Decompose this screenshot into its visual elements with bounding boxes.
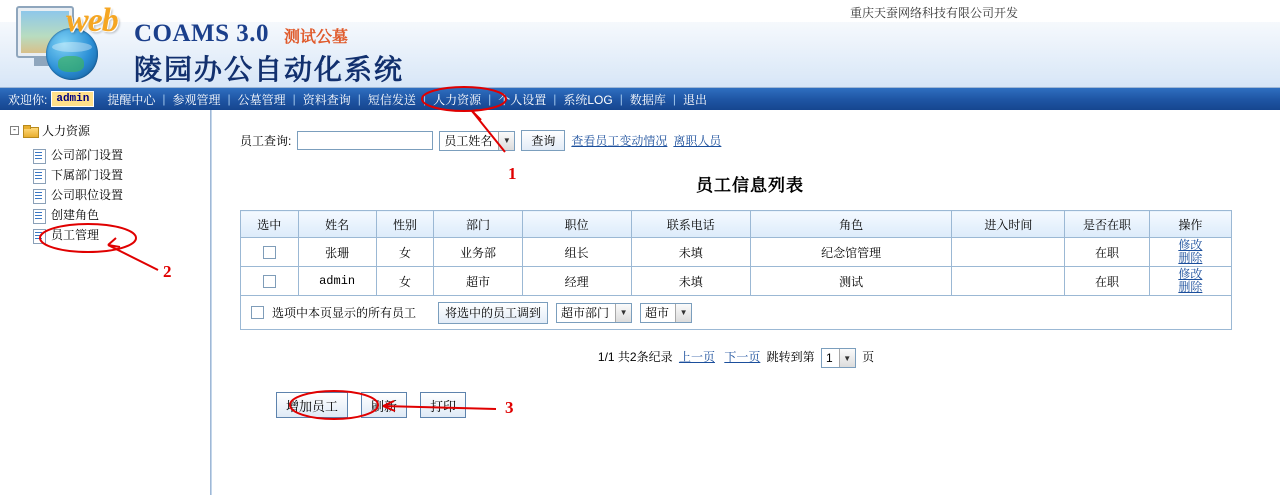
page-icon [32, 189, 46, 202]
cell-name: 张珊 [298, 238, 376, 267]
col-gender: 性别 [376, 211, 434, 238]
sidebar-item-label: 公司部门设置 [51, 148, 124, 162]
company-note: 重庆天蚕网络科技有限公司开发 [849, 6, 1018, 20]
chevron-down-icon: ▼ [675, 304, 691, 322]
annotation-number-3: 3 [505, 398, 514, 417]
row-edit-link[interactable]: 修改 [1178, 238, 1203, 252]
row-delete-link[interactable]: 删除 [1178, 251, 1203, 265]
nav-item-8[interactable]: 数据库 [629, 92, 666, 107]
welcome-label: 欢迎你: [8, 92, 48, 107]
select-all-label: 选项中本页显示的所有员工 [272, 306, 417, 320]
nav-item-hr[interactable]: 人力资源 [433, 92, 482, 107]
chevron-down-icon: ▼ [615, 304, 631, 322]
select-all-checkbox[interactable] [251, 306, 264, 319]
page-icon [32, 209, 46, 222]
pager-prev-link[interactable]: 上一页 [678, 350, 715, 365]
nav-item-logout[interactable]: 退出 [682, 92, 707, 107]
search-bar [240, 130, 1260, 151]
cell-select[interactable] [241, 267, 299, 296]
sidebar-item-dept-setup[interactable] [32, 145, 210, 165]
subdept-select[interactable] [640, 303, 692, 323]
cell-join-time [952, 238, 1065, 267]
search-label: 员工查询: [240, 134, 292, 148]
pagination-bar [240, 348, 1232, 368]
link-resigned-employees[interactable]: 离职人员 [673, 134, 722, 148]
search-input[interactable] [297, 131, 433, 150]
logo-wordmark: web [66, 2, 118, 39]
col-department: 部门 [434, 211, 522, 238]
table-row [241, 267, 1232, 296]
nav-item-2[interactable]: 公墓管理 [237, 92, 286, 107]
brand-test-label: 测试公墓 [284, 29, 349, 46]
page-title: 员工信息列表 [696, 176, 804, 195]
pager-page-value: 1 [826, 351, 833, 365]
print-button[interactable]: 打印 [420, 392, 466, 418]
col-position: 职位 [522, 211, 631, 238]
main-content [211, 110, 1280, 495]
action-button-row [276, 392, 1260, 418]
sidebar-item-label: 公司职位设置 [51, 188, 124, 202]
sidebar [0, 110, 211, 495]
bulk-action-bar [240, 296, 1232, 330]
row-edit-link[interactable]: 修改 [1178, 267, 1203, 281]
nav-item-1[interactable]: 参观管理 [172, 92, 221, 107]
nav-item-4[interactable]: 短信发送 [367, 92, 416, 107]
brand-en: COAMS 3.0 [134, 20, 270, 47]
add-employee-button[interactable]: 增加员工 [276, 392, 348, 418]
nav-sep: | [672, 92, 676, 106]
table-header-row [241, 211, 1232, 238]
brand-cn: 陵园办公自动化系统 [134, 55, 405, 86]
body-area [0, 110, 1280, 495]
cell-position: 组长 [522, 238, 631, 267]
cell-select[interactable] [241, 238, 299, 267]
chevron-down-icon: ▼ [498, 132, 514, 150]
col-operations: 操作 [1149, 211, 1231, 238]
sidebar-item-employee-management[interactable] [32, 225, 210, 245]
pager-info: 1/1 共2条纪录 [597, 350, 673, 365]
cell-status: 在职 [1065, 238, 1149, 267]
subdept-select-value: 超市 [645, 306, 670, 320]
pager-page-suffix: 页 [862, 350, 875, 365]
cell-role: 测试 [750, 267, 951, 296]
col-role: 角色 [750, 211, 951, 238]
cell-department: 业务部 [434, 238, 522, 267]
app-header [0, 0, 1280, 88]
nav-sep: | [162, 92, 166, 106]
pager-jump-label: 跳转到第 [766, 350, 815, 365]
sidebar-item-create-role[interactable] [32, 205, 210, 225]
col-name: 姓名 [298, 211, 376, 238]
sidebar-item-label: 下属部门设置 [51, 168, 124, 182]
sidebar-item-position-setup[interactable] [32, 185, 210, 205]
nav-item-6[interactable]: 个人设置 [498, 92, 547, 107]
cell-operations [1149, 267, 1231, 296]
cell-role: 纪念馆管理 [750, 238, 951, 267]
move-employees-button[interactable]: 将选中的员工调到 [438, 302, 548, 324]
pager-next-link[interactable]: 下一页 [724, 350, 761, 365]
row-checkbox[interactable] [263, 246, 276, 259]
nav-sep: | [227, 92, 231, 106]
sidebar-item-subdept-setup[interactable] [32, 165, 210, 185]
col-phone: 联系电话 [631, 211, 750, 238]
cell-gender: 女 [376, 238, 434, 267]
employee-table [240, 210, 1232, 296]
cell-department: 超市 [434, 267, 522, 296]
refresh-button[interactable]: 刷新 [361, 392, 407, 418]
col-select: 选中 [241, 211, 299, 238]
header-topbar [0, 0, 1280, 22]
current-user-badge: admin [51, 91, 94, 107]
page-icon [32, 169, 46, 182]
page-icon [32, 229, 46, 242]
cell-gender: 女 [376, 267, 434, 296]
tree-toggle-icon[interactable]: - [10, 126, 19, 135]
nav-item-3[interactable]: 资料查询 [302, 92, 351, 107]
row-delete-link[interactable]: 删除 [1178, 280, 1203, 294]
link-employee-changes[interactable]: 查看员工变动情况 [571, 134, 668, 148]
sidebar-item-label: 员工管理 [51, 228, 100, 242]
annotation-number-1: 1 [508, 164, 517, 183]
nav-item-7[interactable]: 系统LOG [563, 92, 613, 107]
annotation-number-2: 2 [163, 262, 172, 281]
nav-sep: | [422, 92, 427, 106]
search-field-select[interactable] [439, 131, 515, 151]
row-checkbox[interactable] [263, 275, 276, 288]
nav-sep: | [619, 92, 623, 106]
page-icon [32, 149, 46, 162]
nav-sep: | [292, 92, 296, 106]
sidebar-root[interactable] [10, 122, 210, 139]
nav-sep: | [357, 92, 361, 106]
nav-sep: | [488, 92, 492, 106]
dept-select-value: 超市部门 [561, 306, 610, 320]
table-row [241, 238, 1232, 267]
cell-phone: 未填 [631, 267, 750, 296]
cell-join-time [952, 267, 1065, 296]
cell-name: admin [298, 267, 376, 296]
cell-phone: 未填 [631, 238, 750, 267]
nav-sep: | [553, 92, 557, 106]
col-join-time: 进入时间 [952, 211, 1065, 238]
nav-item-0[interactable]: 提醒中心 [107, 92, 156, 107]
cell-status: 在职 [1065, 267, 1149, 296]
search-button[interactable]: 查询 [521, 130, 565, 151]
search-field-value: 员工姓名 [444, 134, 493, 148]
folder-icon [23, 125, 38, 137]
pager-page-select[interactable] [821, 348, 856, 368]
main-navbar [0, 88, 1280, 110]
dept-select[interactable] [556, 303, 632, 323]
sidebar-root-label: 人力资源 [42, 124, 91, 138]
sidebar-item-label: 创建角色 [51, 208, 100, 222]
col-status: 是否在职 [1065, 211, 1149, 238]
sidebar-items [32, 145, 210, 245]
cell-position: 经理 [522, 267, 631, 296]
cell-operations [1149, 238, 1231, 267]
chevron-down-icon: ▼ [839, 349, 855, 367]
